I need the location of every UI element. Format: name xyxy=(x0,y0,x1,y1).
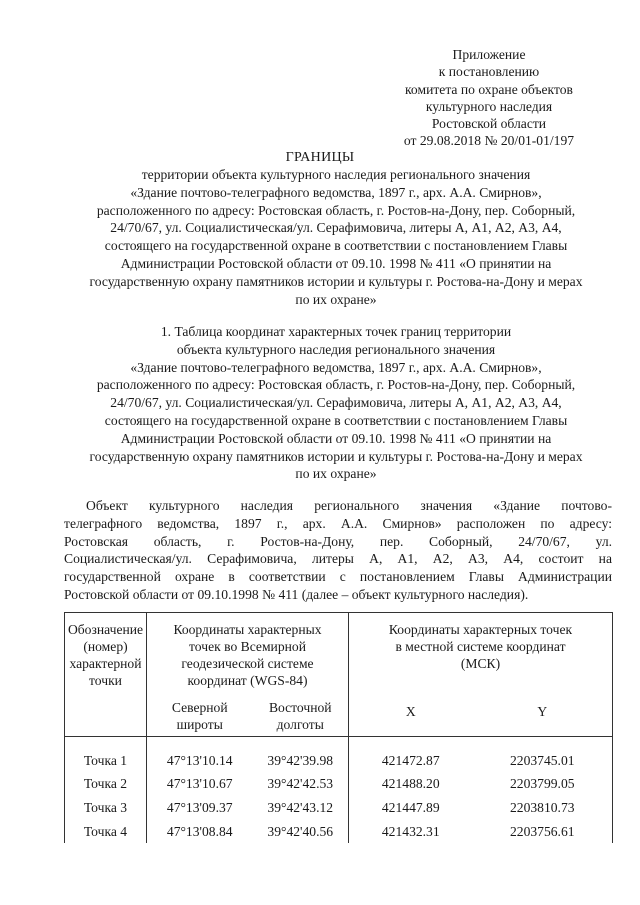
paragraph-line: телеграфного ведомства, 1897 г., арх. А.А. Смирнов» расположен по адресу: xyxy=(64,515,612,531)
cell-point: Точка 1 xyxy=(65,743,147,771)
paragraph-line: Ростовская область, г. Ростов-на-Дону, пер. Соборный, 24/70/67, ул. xyxy=(64,533,612,549)
table-row xyxy=(65,743,613,771)
cell-latitude: 47°13'09.37 xyxy=(166,799,233,815)
cell-x: 421447.89 xyxy=(381,799,440,815)
description-line: Администрации Ростовской области от 09.10. 1998 № 411 «О принятии на xyxy=(120,255,552,271)
header-text: характерной xyxy=(69,656,142,671)
header-designation xyxy=(65,612,147,743)
appendix-line: к постановлению xyxy=(438,64,540,80)
cell-longitude: 39°42'39.98 xyxy=(253,743,349,771)
cell-x: 421472.87 xyxy=(381,752,440,768)
caption-line: Администрации Ростовской области от 09.10. 1998 № 411 «О принятии на xyxy=(120,430,552,446)
caption-line: состоящего на государственной охране в соответствии с постановлением Главы xyxy=(104,412,568,428)
cell-longitude: 39°42'43.12 xyxy=(253,795,349,819)
cell-y: 2203810.73 xyxy=(473,795,613,819)
header-text: координат (WGS-84) xyxy=(187,673,308,688)
cell-point: Точка 4 xyxy=(65,819,147,843)
header-text: Восточной xyxy=(268,700,332,715)
cell-y: 2203799.05 xyxy=(473,771,613,795)
appendix-line: Приложение xyxy=(452,47,526,62)
cell-longitude: 39°42'42.53 xyxy=(253,771,349,795)
header-longitude xyxy=(253,695,349,743)
description-line: государственную охрану памятников истории и культуры г. Ростова-на-Дону и мерах xyxy=(89,273,583,289)
table-row xyxy=(65,795,613,819)
caption-line: 1. Таблица координат характерных точек границ территории xyxy=(160,324,512,339)
paragraph-line: государственной охране в соответствии с постановлением Главы Администрации xyxy=(64,569,612,585)
table-row xyxy=(65,771,613,795)
header-text: Координаты характерных xyxy=(173,622,322,637)
appendix-line: культурного наследия xyxy=(425,98,553,114)
boundaries-description xyxy=(58,166,614,308)
cell-y: 2203756.61 xyxy=(473,819,613,843)
paragraph-line: Ростовской области от 09.10.1998 № 411 (далее – объект культурного наследия). xyxy=(64,586,529,602)
cell-x: 421432.31 xyxy=(381,823,440,839)
coordinates-table xyxy=(64,612,613,843)
caption-line: по их охране» xyxy=(295,466,377,482)
document-title: ГРАНИЦЫ xyxy=(285,150,355,165)
header-text: в местной системе координат xyxy=(395,639,566,654)
header-x: X xyxy=(405,704,416,719)
paragraph-line: Объект культурного наследия регионального значения «Здание почтово- xyxy=(86,498,612,513)
header-y: Y xyxy=(473,695,613,743)
cell-point: Точка 2 xyxy=(65,771,147,795)
description-line: состоящего на государственной охране в соответствии с постановлением Главы xyxy=(104,238,568,254)
caption-line: «Здание почтово-телеграфного ведомства, 1897 г., арх. А.А. Смирнов», xyxy=(130,359,542,375)
description-line: расположенного по адресу: Ростовская область, г. Ростов-на-Дону, пер. Соборный, xyxy=(96,202,576,218)
caption-line: 24/70/67, ул. Социалистическая/ул. Серафимовича, литеры А, А1, А2, А3, А4, xyxy=(110,395,562,411)
header-latitude xyxy=(147,695,253,743)
header-text: геодезической системе xyxy=(181,656,314,671)
object-paragraph xyxy=(64,497,612,604)
appendix-line: комитета по охране объектов xyxy=(405,81,573,97)
caption-line: расположенного по адресу: Ростовская область, г. Ростов-на-Дону, пер. Соборный, xyxy=(96,377,576,393)
header-text: (номер) xyxy=(83,639,128,654)
header-text: долготы xyxy=(276,717,324,732)
appendix-line: от 29.08.2018 № 20/01-01/197 xyxy=(403,133,575,149)
table-caption xyxy=(58,323,614,483)
description-line: территории объекта культурного наследия регионального значения xyxy=(141,167,531,182)
caption-line: государственную охрану памятников истории и культуры г. Ростова-на-Дону и мерах xyxy=(89,448,583,464)
header-text: точек во Всемирной xyxy=(189,639,306,654)
header-text: точки xyxy=(89,673,122,688)
paragraph-line: Социалистическая/ул. Серафимовича, литеры А, А1, А2, А3, А4, состоит на xyxy=(64,551,612,567)
table-row xyxy=(65,819,613,843)
cell-latitude: 47°13'10.67 xyxy=(166,775,233,791)
cell-latitude: 47°13'10.14 xyxy=(166,752,233,768)
header-wgs xyxy=(147,612,349,695)
description-line: по их охране» xyxy=(295,291,377,307)
header-text: Координаты характерных точек xyxy=(388,622,573,637)
header-text: Северной xyxy=(171,700,228,715)
cell-latitude: 47°13'08.84 xyxy=(166,823,233,839)
appendix-header xyxy=(370,46,608,150)
cell-point: Точка 3 xyxy=(65,795,147,819)
header-text: широты xyxy=(176,717,223,732)
cell-longitude: 39°42'40.56 xyxy=(253,819,349,843)
header-text: Обозначение xyxy=(67,622,144,637)
description-line: «Здание почтово-телеграфного ведомства, 1897 г., арх. А.А. Смирнов», xyxy=(130,184,542,200)
cell-x: 421488.20 xyxy=(381,775,440,791)
cell-y: 2203745.01 xyxy=(473,743,613,771)
description-line: 24/70/67, ул. Социалистическая/ул. Серафимовича, литеры А, А1, А2, А3, А4, xyxy=(110,220,562,236)
caption-line: объекта культурного наследия регионального значения xyxy=(176,341,496,357)
appendix-line: Ростовской области xyxy=(431,116,547,132)
header-text: (МСК) xyxy=(460,656,501,671)
header-msk xyxy=(349,612,613,695)
